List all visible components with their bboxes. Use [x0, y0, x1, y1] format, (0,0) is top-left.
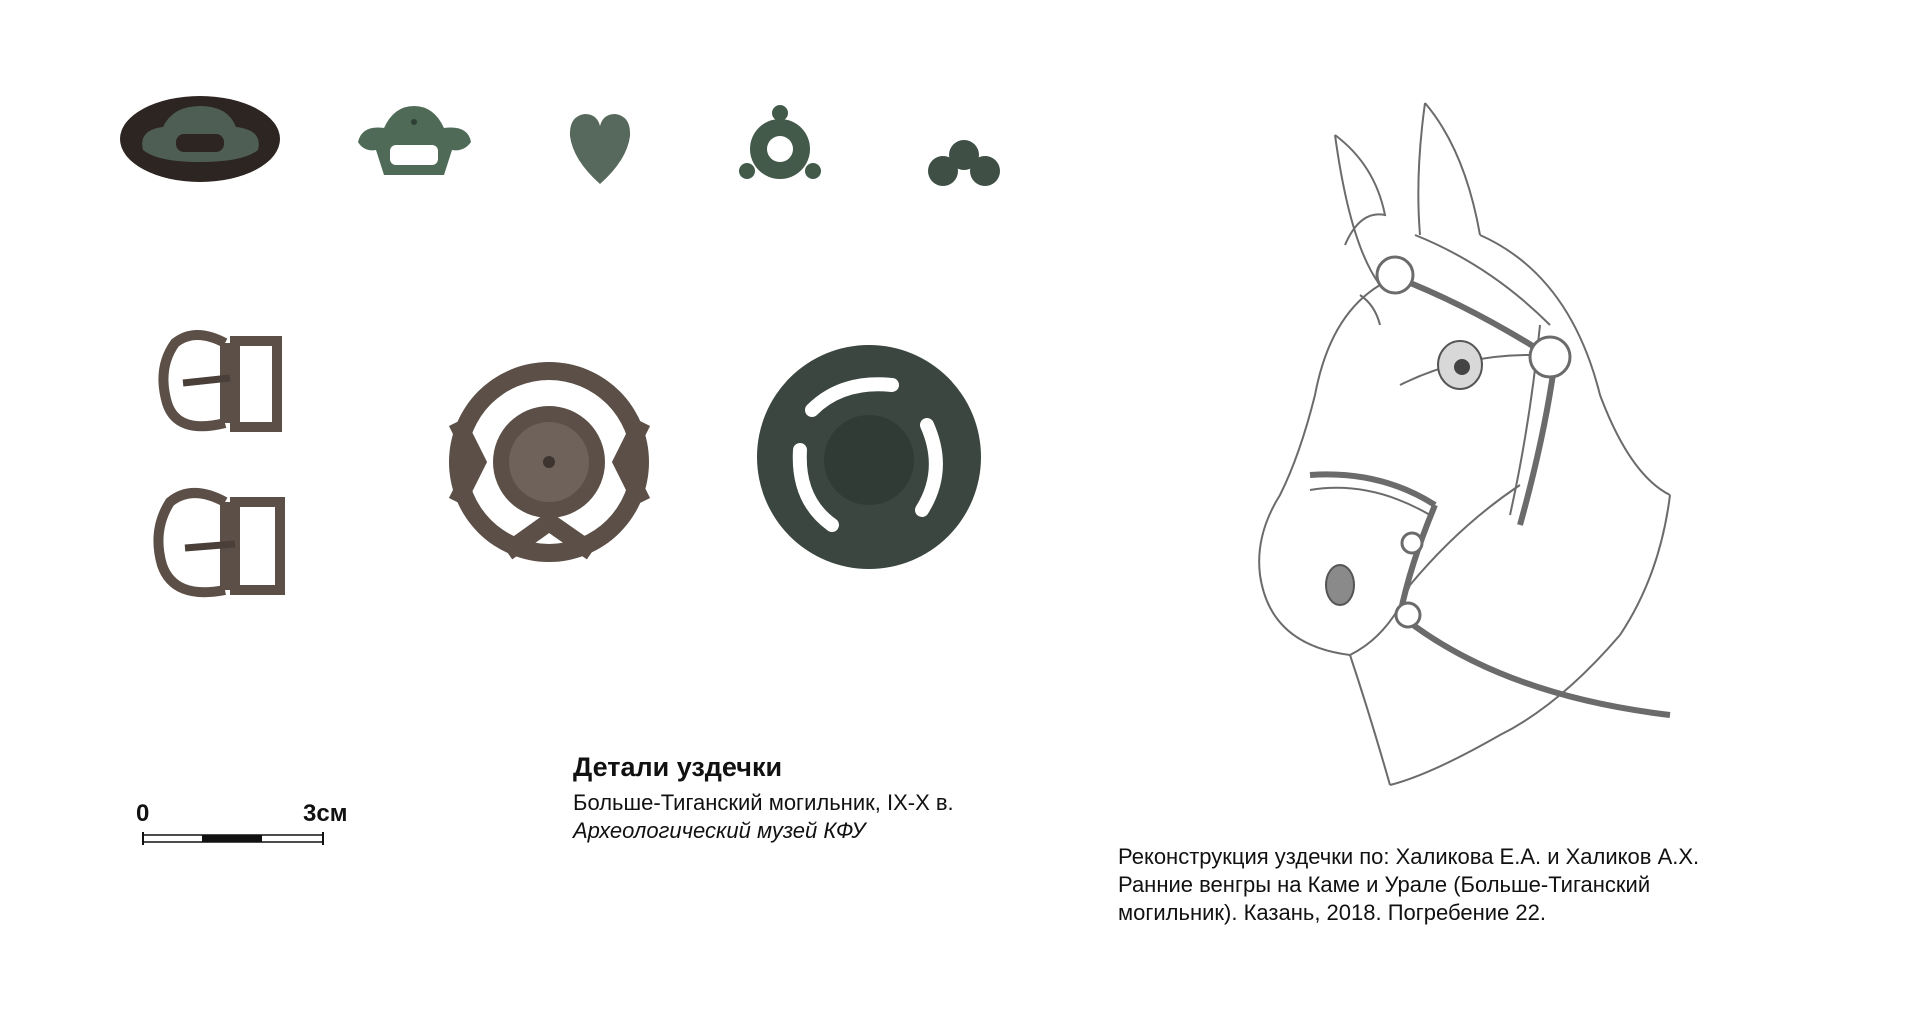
trefoil-ring-fitting — [737, 103, 823, 193]
openwork-plaque-brown — [437, 352, 662, 572]
plate-title: Детали уздечки — [573, 752, 783, 782]
buckle-2 — [150, 480, 290, 610]
heart-fitting — [565, 108, 635, 188]
reconstruction-caption — [1118, 843, 1838, 927]
scale-bar-start-label: 0 — [136, 800, 150, 827]
scale-bar — [142, 832, 327, 846]
reconstruction-caption-line: Реконструкция уздечки по: Халикова Е.А. и Халиков А.Х. — [1118, 844, 1700, 869]
reconstruction-caption-line: могильник). Казань, 2018. Погребение 22. — [1118, 900, 1546, 925]
buckle-1 — [155, 323, 285, 443]
plate-museum: Археологический музей КФУ — [573, 818, 866, 843]
horse-bridle-reconstruction — [1240, 95, 1760, 800]
bridle-fitting-1 — [118, 92, 283, 187]
plate-site: Больше-Тиганский могильник, IX-X в. — [573, 790, 954, 815]
bridle-fitting-2 — [352, 100, 477, 185]
scale-bar-end-label: 3см — [303, 800, 348, 827]
openwork-plaque-green — [752, 340, 987, 575]
trefoil-fitting — [925, 135, 1003, 191]
reconstruction-caption-line: Ранние венгры на Каме и Урале (Больше-Тиганский — [1118, 872, 1651, 897]
